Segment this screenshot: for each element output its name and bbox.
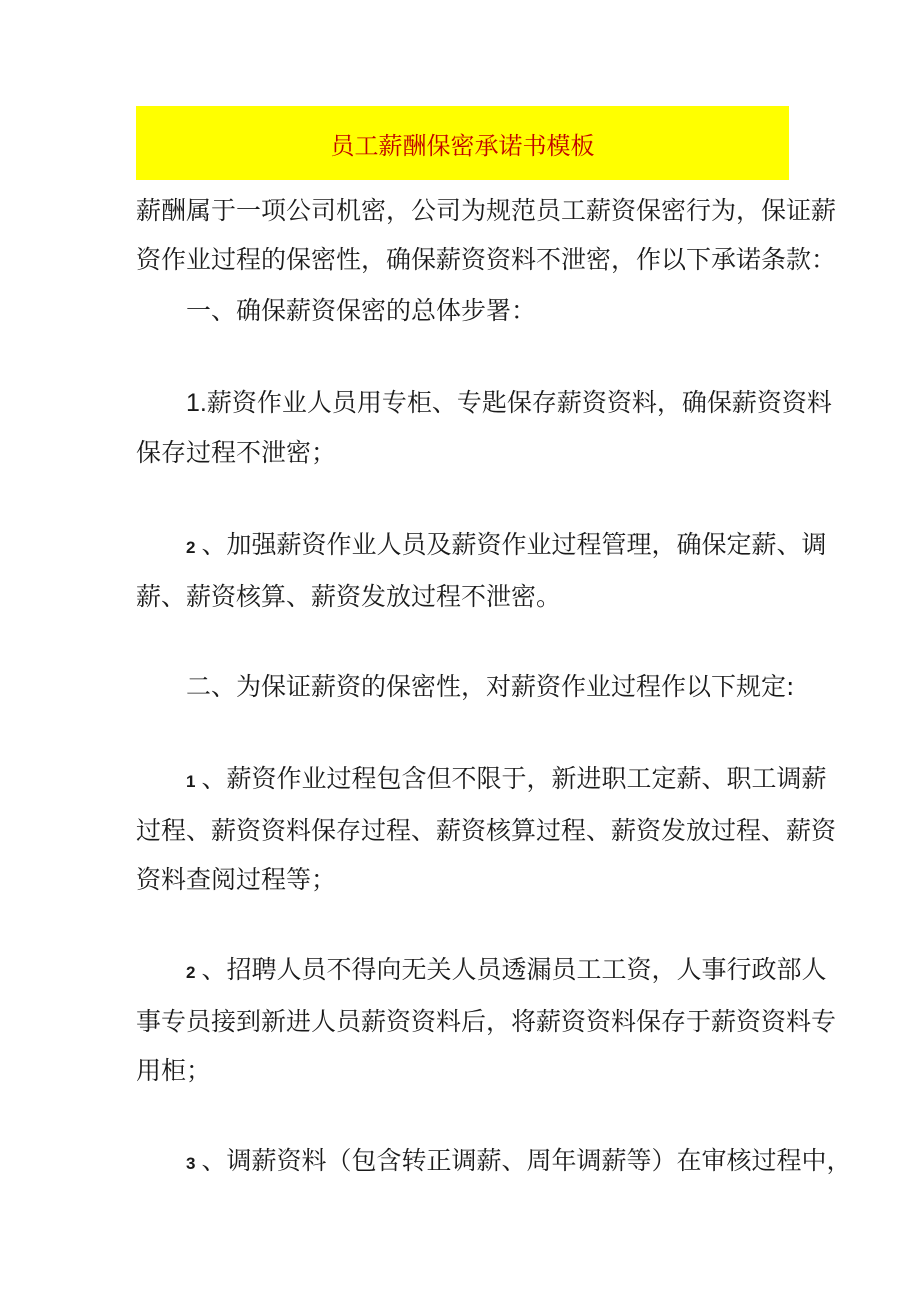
intro-line-1: 薪酬属于一项公司机密，公司为规范员工薪资保密行为，保证薪 [136, 196, 837, 225]
section-1-item-2 [136, 520, 827, 621]
item-line-2: 薪、薪资核算、薪资发放过程不泄密。 [136, 582, 562, 611]
intro-line-2: 资作业过程的保密性，确保薪资资料不泄密，作以下承诺条款： [136, 245, 837, 274]
item-line-3: 资料查阅过程等； [136, 865, 337, 894]
item-number: 3 [186, 1154, 196, 1173]
section-1-item-1 [136, 378, 832, 477]
section-2-item-3 [136, 1136, 852, 1188]
item-line-3: 用柜； [136, 1056, 212, 1085]
item-number: 1 [186, 772, 196, 791]
section-2-item-1 [136, 754, 837, 904]
item-line-1: 、加强薪资作业人员及薪资作业过程管理，确保定薪、调 [201, 530, 827, 559]
item-line-1: 、招聘人员不得向无关人员透漏员工工资，人事行政部人 [201, 955, 827, 984]
item-number: 2 [186, 963, 196, 982]
item-line-2: 过程、薪资资料保存过程、薪资核算过程、薪资发放过程、薪资 [136, 816, 837, 845]
item-number: 1. [186, 389, 207, 417]
section-2-heading: 二、为保证薪资的保密性，对薪资作业过程作以下规定: [186, 672, 795, 701]
item-number: 2 [186, 538, 196, 557]
item-line-1: 、薪资作业过程包含但不限于，新进职工定薪、职工调薪 [201, 764, 827, 793]
item-line-1: 、调薪资料（包含转正调薪、周年调薪等）在审核过程中， [201, 1146, 852, 1175]
intro-paragraph [136, 186, 837, 284]
section-1-heading: 一、确保薪资保密的总体步署： [186, 296, 537, 325]
item-line-2: 保存过程不泄密； [136, 438, 337, 467]
document-title: 员工薪酬保密承诺书模板 [330, 131, 595, 160]
section-2-item-2 [136, 945, 837, 1095]
title-banner [136, 106, 789, 180]
item-line-1: 薪资作业人员用专柜、专匙保存薪资资料，确保薪资资料 [206, 388, 832, 417]
item-line-2: 事专员接到新进人员薪资资料后，将薪资资料保存于薪资资料专 [136, 1007, 837, 1036]
